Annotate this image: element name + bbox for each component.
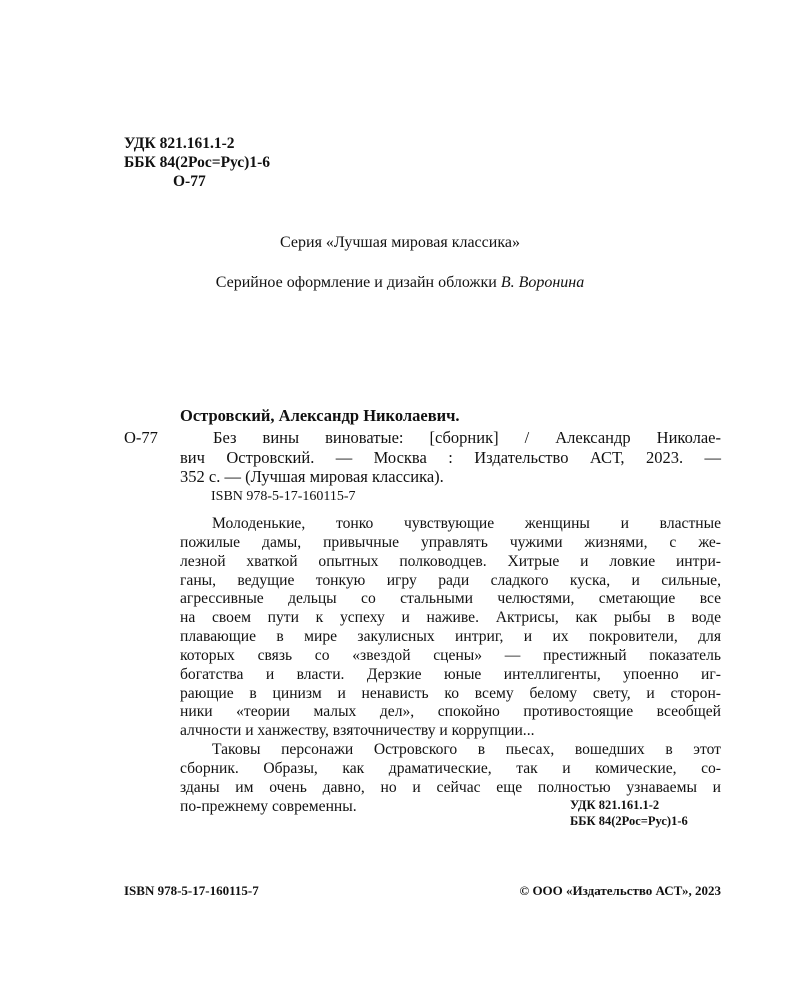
catalog-entry-line: вич Островский. — Москва : Издательство АСТ, 2023. —: [180, 448, 721, 467]
footer-copyright: © ООО «Издательство АСТ», 2023: [519, 883, 721, 898]
annotation-line: алчности и ханжеству, взяточничеству и коррупции...: [180, 722, 535, 740]
annotation-line: Таковы персонажи Островского в пьесах, вошедших в этот: [212, 741, 721, 759]
annotation-line: на своем пути к успеху и наживе. Актрисы, как рыбы в воде: [180, 609, 721, 627]
catalog-isbn: ISBN 978-5-17-160115-7: [211, 489, 356, 504]
annotation-line: которых связь со «звездой сцены» — престижный показатель: [180, 646, 721, 664]
annotation: [180, 515, 721, 817]
annotation-line: ганы, ведущие тонкую игру ради сладкого куска, и сильные,: [180, 571, 721, 589]
annotation-line: агрессивные дельцы со стальными челюстями, сметающие все: [180, 590, 721, 608]
catalog-author: Островский, Александр Николаевич.: [180, 406, 460, 425]
footer-isbn: ISBN 978-5-17-160115-7: [124, 883, 259, 898]
annotation-line: рающие в цинизм и ненависть ко всему белому свету, и сторон-: [180, 684, 721, 702]
annotation-line: ники «теории малых дел», спокойно противостоящие всеобщей: [180, 703, 721, 721]
series-line: Серия «Лучшая мировая классика»: [280, 234, 520, 251]
design-credit: [0, 274, 800, 292]
annotation-line: лезной хваткой опытных полководцев. Хитрые и ловкие интри-: [180, 552, 721, 570]
annotation-line: плавающие в мире закулисных интриг, и их покровители, для: [180, 628, 721, 646]
catalog-entry-line: Без вины виноватые: [сборник] / Александр Николае-: [213, 428, 721, 447]
annotation-line: Молоденькие, тонко чувствующие женщины и властные: [212, 515, 721, 532]
udk-code: УДК 821.161.1-2: [124, 135, 235, 152]
annotation-line: по-прежнему современны.: [180, 797, 357, 815]
annotation-line: сборник. Образы, как драматические, так и комические, со-: [180, 759, 721, 777]
right-udk-code: УДК 821.161.1-2: [570, 798, 660, 812]
designer-name: В. Воронина: [500, 274, 585, 291]
bbk-code: ББК 84(2Рос=Рус)1-6: [124, 154, 271, 171]
annotation-line: богатства и власти. Дерзкие юные интеллигенты, упоенно иг-: [180, 665, 721, 683]
author-mark: О-77: [173, 173, 206, 190]
right-bbk-code: ББК 84(2Рос=Рус)1-6: [570, 814, 688, 828]
design-credit-text: Серийное оформление и дизайн обложки: [215, 274, 497, 291]
annotation-line: зданы им очень давно, но и сейчас еще полностью узнаваемы и: [180, 778, 721, 796]
annotation-line: пожилые дамы, привычные управлять чужими жизнями, с же-: [180, 533, 721, 551]
catalog-code: О-77: [124, 428, 158, 447]
catalog-entry-line: 352 с. — (Лучшая мировая классика).: [180, 467, 444, 486]
